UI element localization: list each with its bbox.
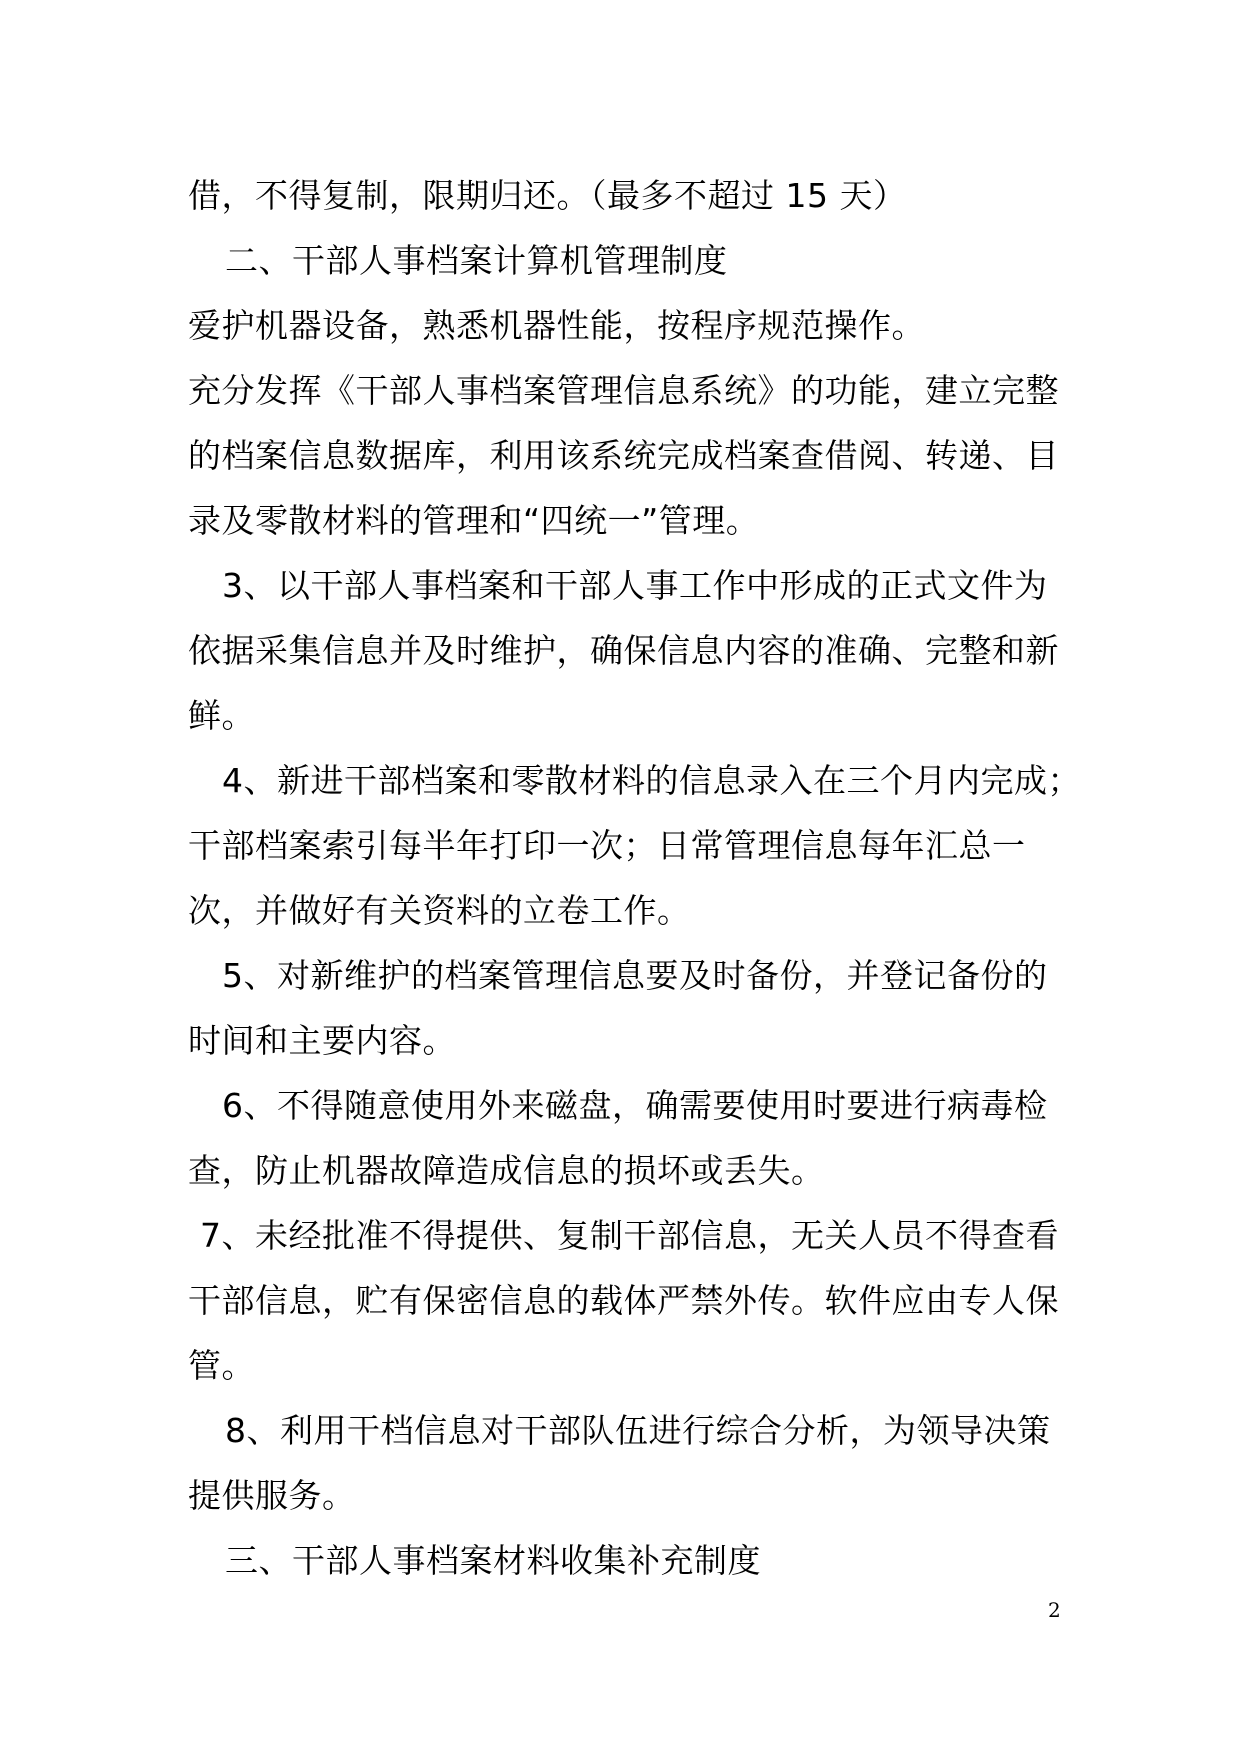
text-line: 时间和主要内容。 [188,1021,456,1060]
text-line: 5、对新维护的档案管理信息要及时备份，并登记备份的 [222,956,1048,995]
text-line: 鲜。 [188,696,255,735]
text-line: 录及零散材料的管理和“四统一”管理。 [188,501,760,540]
text-line: 查，防止机器故障造成信息的损坏或丢失。 [188,1151,825,1190]
text-line: 3、以干部人事档案和干部人事工作中形成的正式文件为 [222,566,1048,605]
text-line: 的档案信息数据库，利用该系统完成档案查借阅、转递、目 [188,436,1059,475]
section-heading: 三、干部人事档案材料收集补充制度 [225,1541,761,1580]
section-heading: 二、干部人事档案计算机管理制度 [225,241,728,280]
text-line: 4、新进干部档案和零散材料的信息录入在三个月内完成； [222,761,1081,800]
text-line: 提供服务。 [188,1476,356,1515]
text-line: 干部档案索引每半年打印一次；日常管理信息每年汇总一 [188,826,1026,865]
text-line: 借，不得复制，限期归还。（最多不超过 15 天） [188,176,907,215]
text-line: 干部信息，贮有保密信息的载体严禁外传。软件应由专人保 [188,1281,1059,1320]
text-line: 8、利用干档信息对干部队伍进行综合分析，为领导决策 [225,1411,1051,1450]
text-line: 依据采集信息并及时维护，确保信息内容的准确、完整和新 [188,631,1059,670]
text-line: 充分发挥《干部人事档案管理信息系统》的功能，建立完整 [188,371,1059,410]
text-line: 7、未经批准不得提供、复制干部信息，无关人员不得查看 [200,1216,1059,1255]
text-line: 6、不得随意使用外来磁盘，确需要使用时要进行病毒检 [222,1086,1048,1125]
page-number: 2 [1048,1598,1061,1622]
text-line: 爱护机器设备，熟悉机器性能，按程序规范操作。 [188,306,925,345]
text-line: 次，并做好有关资料的立卷工作。 [188,891,691,930]
text-line: 管。 [188,1346,255,1385]
